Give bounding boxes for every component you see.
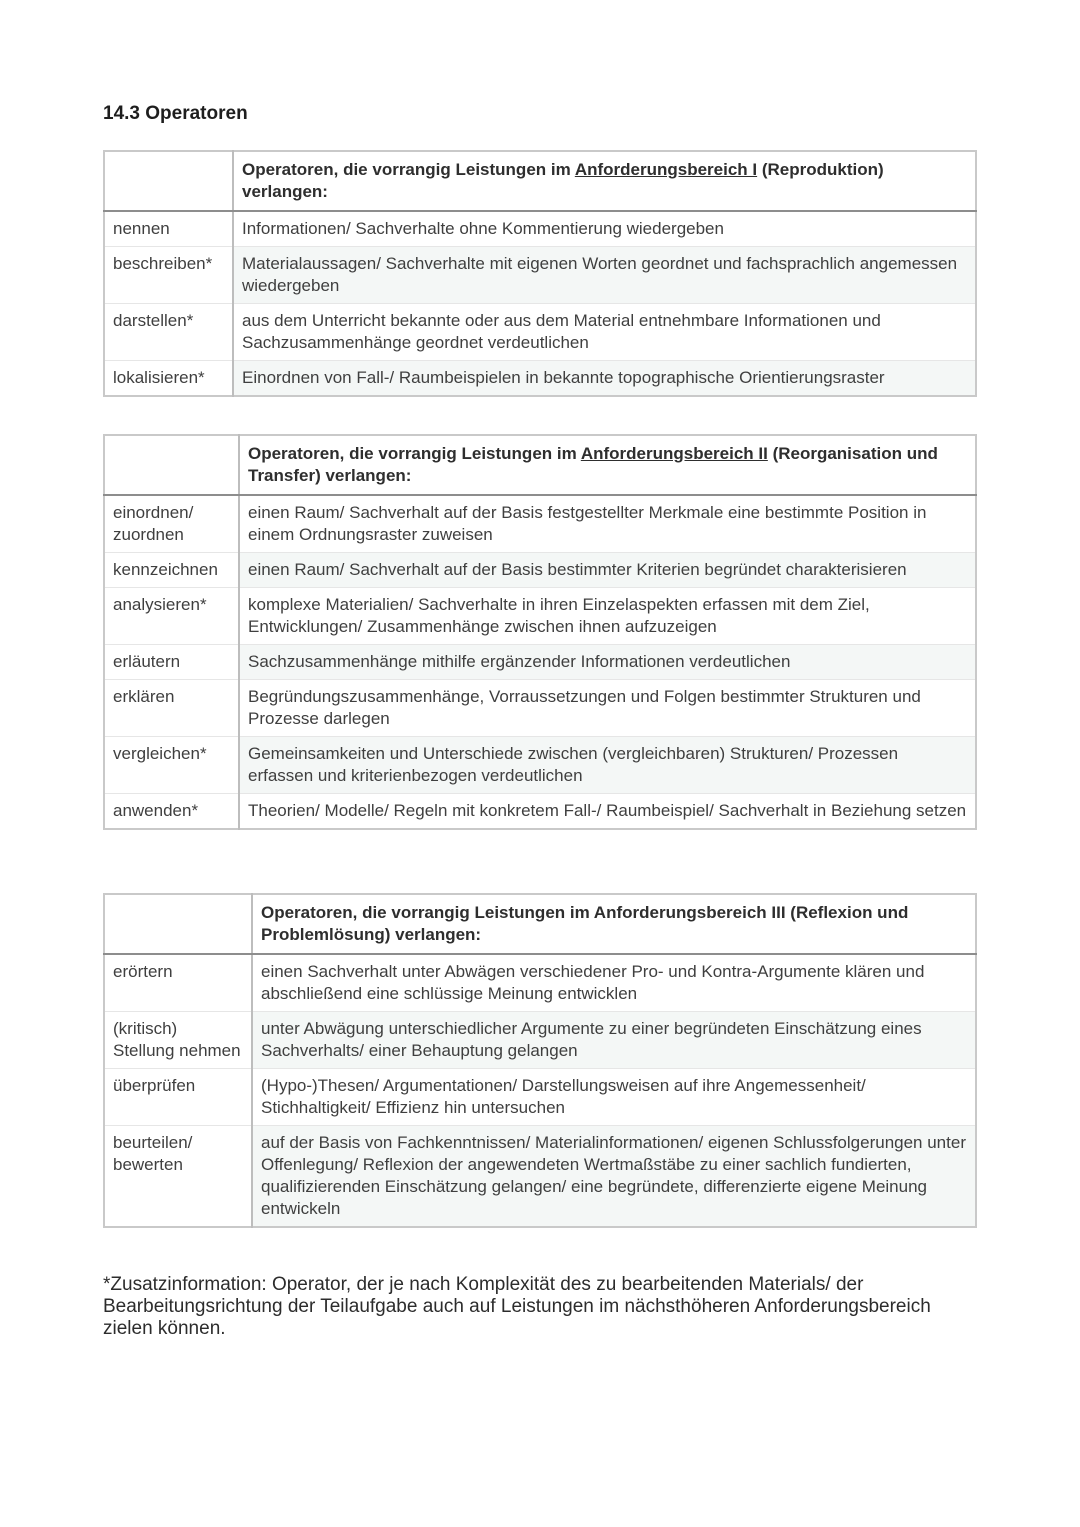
header-empty-cell [104, 894, 252, 954]
table-header [233, 151, 976, 211]
table-row [104, 247, 976, 304]
description-cell: Informationen/ Sachverhalte ohne Kommentierung wiedergeben [233, 211, 976, 247]
description-cell: Begründungszusammenhänge, Vorraussetzungen und Folgen bestimmter Strukturen und Prozesse darlegen [239, 680, 976, 737]
table-row [104, 304, 976, 361]
description-cell: Gemeinsamkeiten und Unterschiede zwischen (vergleichbaren) Strukturen/ Prozessen erfassen und kriterienbezogen verdeutlichen [239, 737, 976, 794]
description-cell: komplexe Materialien/ Sachverhalte in ihren Einzelaspekten erfassen mit dem Ziel, Entwicklungen/ Zusammenhänge zwischen ihnen aufzuzeigen [239, 588, 976, 645]
header-prefix: Operatoren, die vorrangig Leistungen im Anforderungsbereich III (Reflexion und Problemlösung) verlangen: [261, 903, 909, 944]
table-row [104, 1126, 976, 1228]
table-header-row [104, 894, 976, 954]
description-cell: auf der Basis von Fachkenntnissen/ Materialinformationen/ eigenen Schlussfolgerungen unter Offenlegung/ Reflexion der angewendeten Wertmaßstäbe zu einer sachlich fundierten, qualifizierenden Einschätzung gelangen/ eine begründete, differenzierte eigene Meinung entwickeln [252, 1126, 976, 1228]
footnote: *Zusatzinformation: Operator, der je nach Komplexität des zu bearbeitenden Materials/ der Bearbeitungsrichtung der Teilaufgabe auch auf Leistungen im nächsthöheren Anforderungsbereich zielen können. [103, 1274, 931, 1339]
operator-cell: analysieren* [104, 588, 239, 645]
operator-cell: überprüfen [104, 1069, 252, 1126]
table-header [252, 894, 976, 954]
header-empty-cell [104, 151, 233, 211]
operator-table-afb-2 [103, 434, 977, 830]
operator-cell: beurteilen/ bewerten [104, 1126, 252, 1228]
operator-cell: erklären [104, 680, 239, 737]
table-row [104, 495, 976, 553]
description-cell: Sachzusammenhänge mithilfe ergänzender Informationen verdeutlichen [239, 645, 976, 680]
operator-cell: nennen [104, 211, 233, 247]
table-row [104, 1069, 976, 1126]
operator-cell: beschreiben* [104, 247, 233, 304]
operator-cell: kennzeichnen [104, 553, 239, 588]
table-row [104, 588, 976, 645]
description-cell: aus dem Unterricht bekannte oder aus dem Material entnehmbare Informationen und Sachzusammenhänge geordnet verdeutlichen [233, 304, 976, 361]
table-header-row [104, 151, 976, 211]
description-cell: einen Raum/ Sachverhalt auf der Basis bestimmter Kriterien begründet charakterisieren [239, 553, 976, 588]
description-cell: Theorien/ Modelle/ Regeln mit konkretem Fall-/ Raumbeispiel/ Sachverhalt in Beziehung setzen [239, 794, 976, 830]
table-row [104, 1012, 976, 1069]
header-link[interactable]: Anforderungsbereich I [574, 160, 758, 179]
operator-cell: darstellen* [104, 304, 233, 361]
operator-cell: erörtern [104, 954, 252, 1012]
description-cell: Materialaussagen/ Sachverhalte mit eigenen Worten geordnet und fachsprachlich angemessen wiedergeben [233, 247, 976, 304]
header-suffix: (Reproduktion) verlangen: [242, 160, 884, 201]
operator-cell: (kritisch) Stellung nehmen [104, 1012, 252, 1069]
table-row [104, 553, 976, 588]
table-row [104, 954, 976, 1012]
table-row [104, 211, 976, 247]
table-row [104, 737, 976, 794]
table-row [104, 361, 976, 397]
description-cell: unter Abwägung unterschiedlicher Argumente zu einer begründeten Einschätzung eines Sachverhalts/ einer Behauptung gelangen [252, 1012, 976, 1069]
header-suffix: (Reorganisation und Transfer) verlangen: [248, 444, 938, 485]
table-header [239, 435, 976, 495]
description-cell: einen Sachverhalt unter Abwägen verschiedener Pro- und Kontra-Argumente klären und abschließend eine schlüssige Meinung entwicklen [252, 954, 976, 1012]
operator-cell: vergleichen* [104, 737, 239, 794]
operator-cell: erläutern [104, 645, 239, 680]
header-prefix: Operatoren, die vorrangig Leistungen im [242, 160, 575, 179]
operator-cell: einordnen/ zuordnen [104, 495, 239, 553]
operator-table-afb-3 [103, 893, 977, 1228]
description-cell: einen Raum/ Sachverhalt auf der Basis festgestellter Merkmale eine bestimmte Position in einem Ordnungsraster zuweisen [239, 495, 976, 553]
header-link[interactable]: Anforderungsbereich II [580, 444, 768, 463]
operator-cell: lokalisieren* [104, 361, 233, 397]
table-row [104, 645, 976, 680]
section-title: 14.3 Operatoren [103, 103, 248, 124]
description-cell: Einordnen von Fall-/ Raumbeispielen in bekannte topographische Orientierungsraster [233, 361, 976, 397]
table-header-row [104, 435, 976, 495]
description-cell: (Hypo-)Thesen/ Argumentationen/ Darstellungsweisen auf ihre Angemessenheit/ Stichhaltigkeit/ Effizienz hin untersuchen [252, 1069, 976, 1126]
table-row [104, 680, 976, 737]
operator-cell: anwenden* [104, 794, 239, 830]
table-row [104, 794, 976, 830]
operator-table-afb-1 [103, 150, 977, 397]
header-empty-cell [104, 435, 239, 495]
header-prefix: Operatoren, die vorrangig Leistungen im [248, 444, 581, 463]
